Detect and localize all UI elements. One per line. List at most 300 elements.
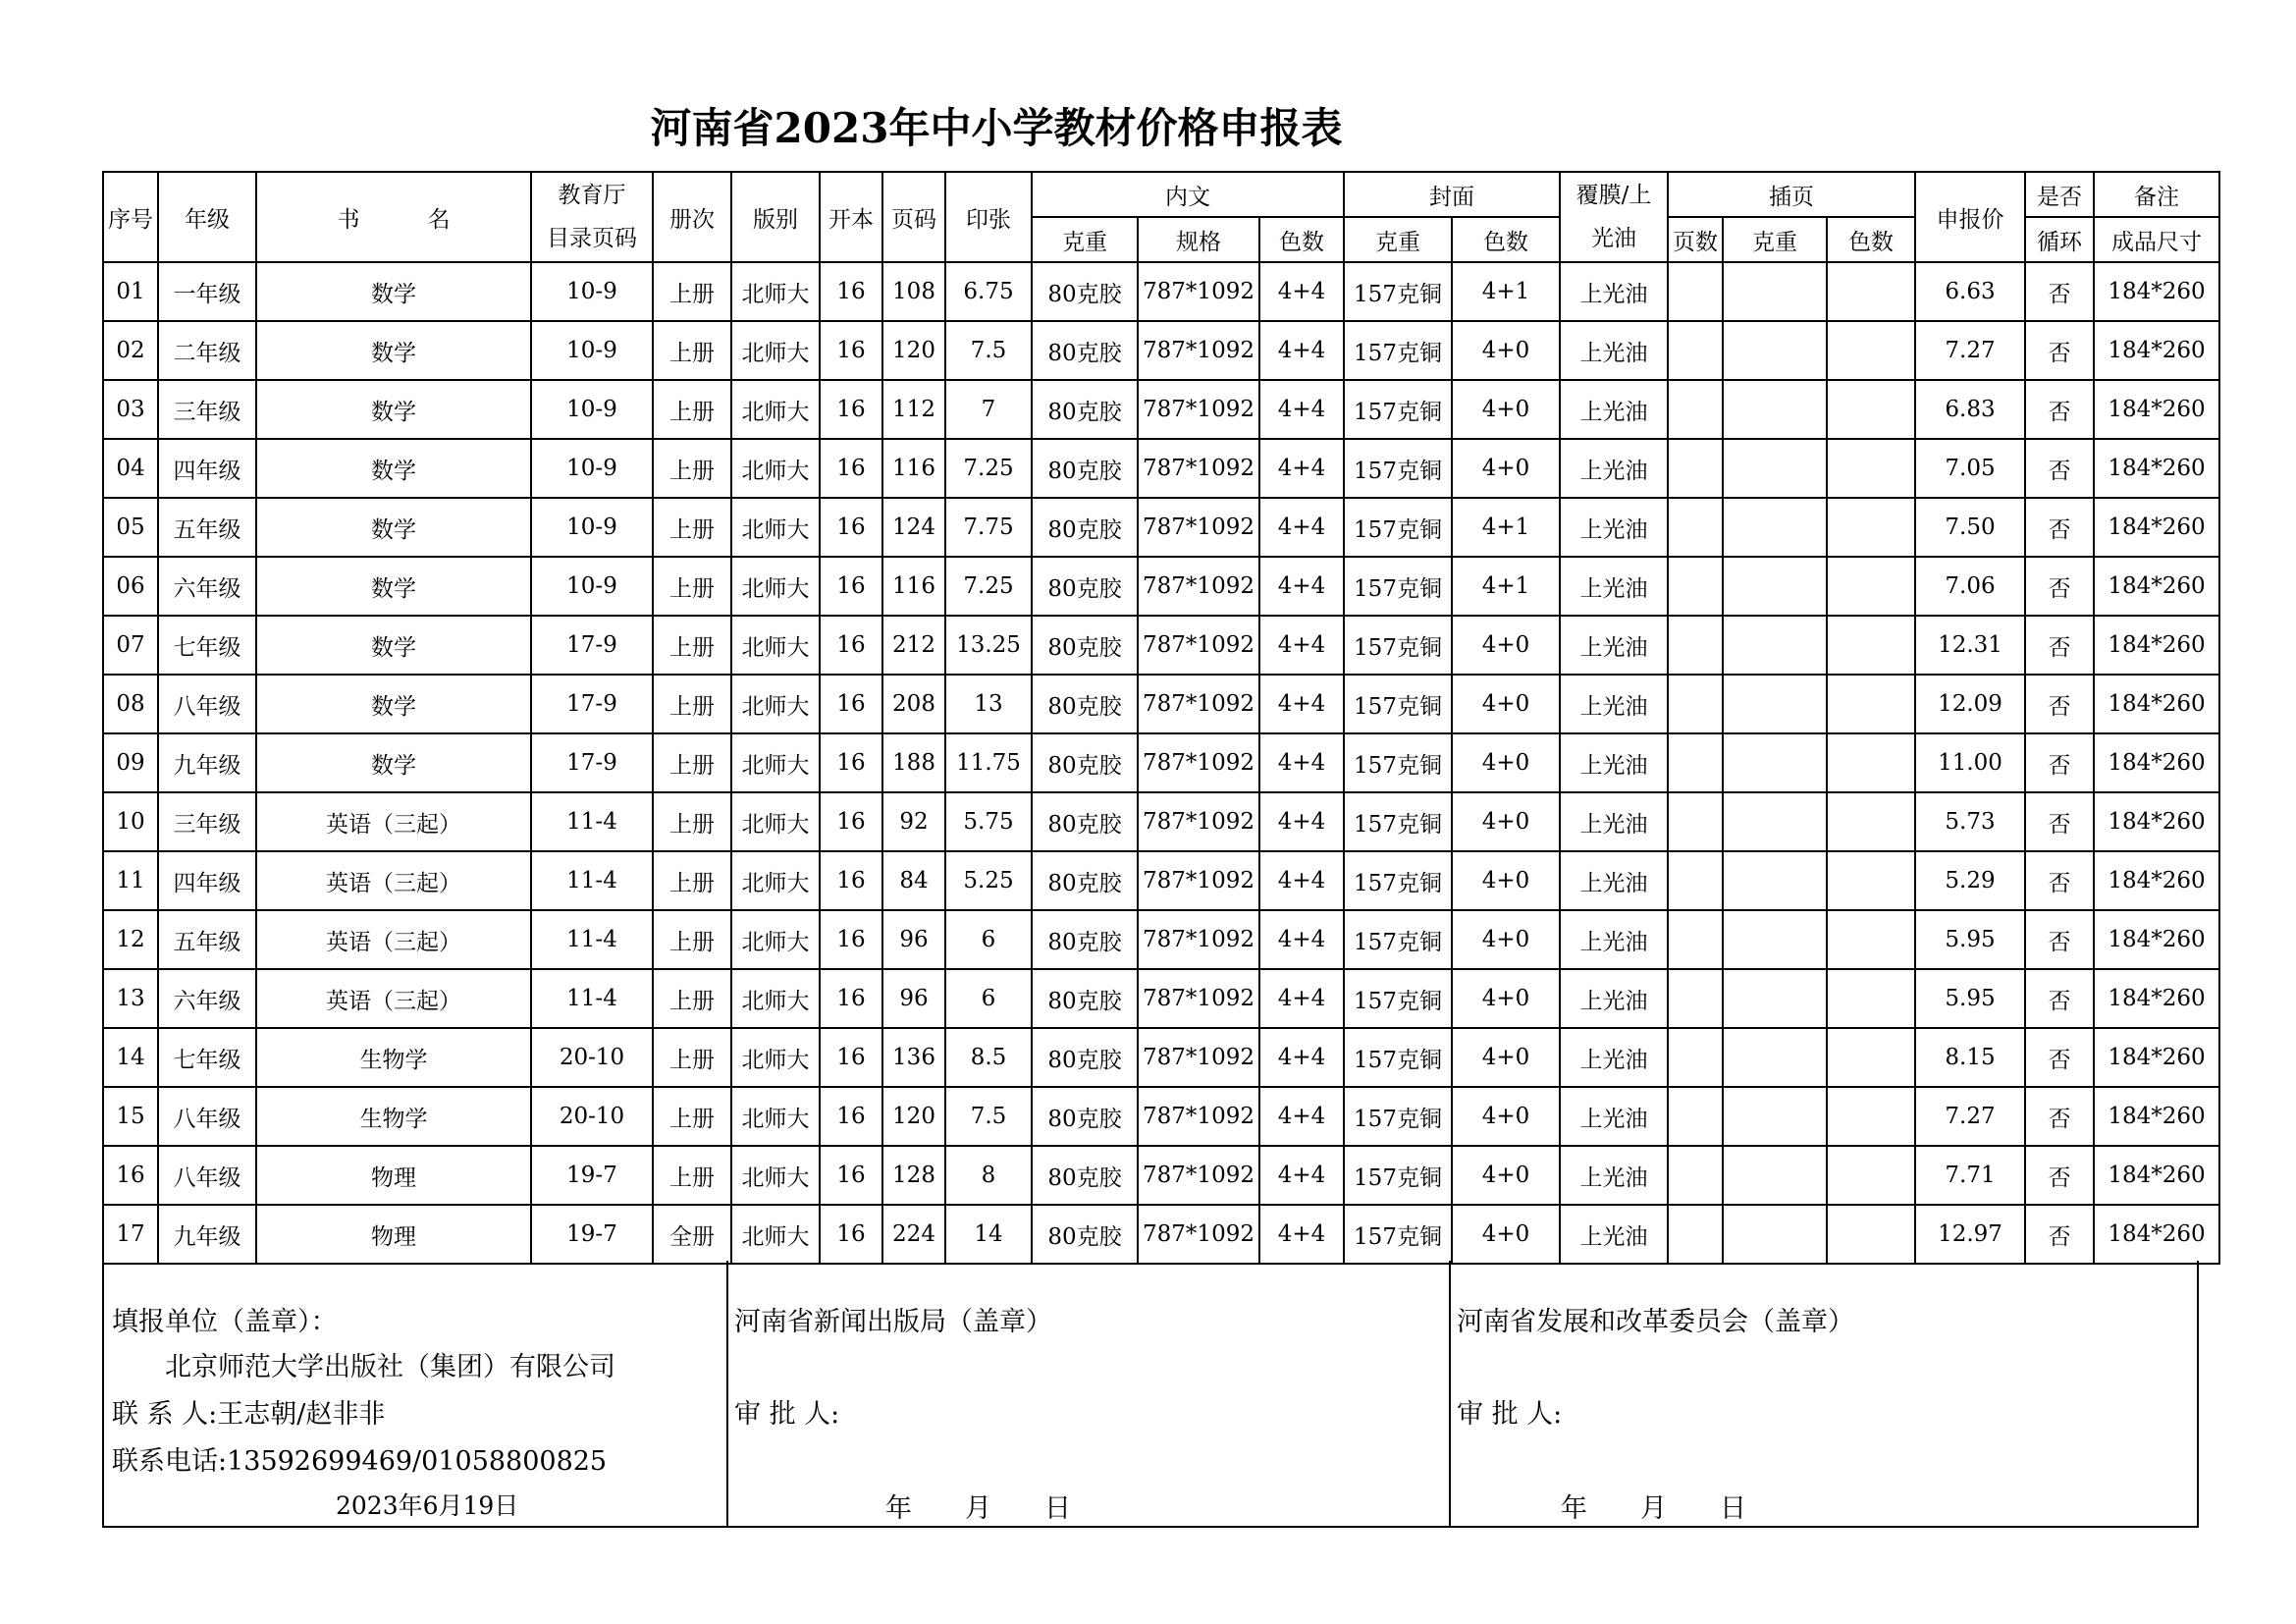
cell-format: 16: [820, 851, 882, 910]
cell-price: 7.71: [1915, 1146, 2025, 1205]
cell-cover-color: 4+0: [1452, 1028, 1560, 1087]
cell-insert-color: [1827, 498, 1915, 557]
cell-insert-pages: [1668, 969, 1723, 1028]
header-catalog-line2: 目录页码: [547, 226, 637, 251]
cell-cover-weight: 157克铜: [1344, 1205, 1452, 1264]
cell-insert-weight: [1723, 969, 1827, 1028]
cell-inner-weight: 80克胶: [1032, 910, 1138, 969]
cell-insert-weight: [1723, 616, 1827, 675]
cell-size: 184*260: [2094, 616, 2219, 675]
footer-development-commission: [1451, 1261, 2199, 1526]
cell-seq: 04: [103, 439, 158, 498]
cell-book-name: 数学: [256, 380, 531, 439]
cell-cover-weight: 157克铜: [1344, 675, 1452, 733]
cell-seq: 06: [103, 557, 158, 616]
cell-book-name: 英语（三起）: [256, 969, 531, 1028]
cell-catalog: 10-9: [531, 557, 653, 616]
cell-cover-color: 4+0: [1452, 439, 1560, 498]
press-bureau-date: 年 月 日: [885, 1493, 1071, 1524]
cell-cover-weight: 157克铜: [1344, 1087, 1452, 1146]
header-grade: 年级: [158, 172, 256, 262]
cell-edition: 北师大: [731, 380, 820, 439]
cell-sheets: 6: [945, 969, 1032, 1028]
cell-edition: 北师大: [731, 439, 820, 498]
cell-book-name: 数学: [256, 675, 531, 733]
cell-edition: 北师大: [731, 321, 820, 380]
cell-pages: 96: [882, 969, 945, 1028]
cell-cycle: 否: [2025, 557, 2094, 616]
commission-approver: 审 批 人:: [1457, 1399, 1563, 1430]
cell-inner-spec: 787*1092: [1138, 616, 1259, 675]
cell-cycle: 否: [2025, 1028, 2094, 1087]
header-volume: 册次: [653, 172, 731, 262]
cell-pages: 116: [882, 439, 945, 498]
cell-inner-weight: 80克胶: [1032, 1146, 1138, 1205]
cell-price: 12.31: [1915, 616, 2025, 675]
cell-inner-spec: 787*1092: [1138, 321, 1259, 380]
submitter-date: 2023年6月19日: [336, 1491, 519, 1520]
cell-sheets: 8: [945, 1146, 1032, 1205]
cell-cycle: 否: [2025, 498, 2094, 557]
cell-price: 5.95: [1915, 969, 2025, 1028]
cell-lamination: 上光油: [1560, 557, 1668, 616]
cell-size: 184*260: [2094, 910, 2219, 969]
header-size: 成品尺寸: [2094, 217, 2219, 262]
cell-cycle: 否: [2025, 1087, 2094, 1146]
cell-inner-weight: 80克胶: [1032, 321, 1138, 380]
cell-edition: 北师大: [731, 498, 820, 557]
cell-price: 5.29: [1915, 851, 2025, 910]
cell-book-name: 英语（三起）: [256, 792, 531, 851]
cell-volume: 全册: [653, 1205, 731, 1264]
cell-cycle: 否: [2025, 380, 2094, 439]
header-cycle-line2: 循环: [2025, 217, 2094, 262]
cell-inner-color: 4+4: [1259, 498, 1344, 557]
cell-cover-color: 4+1: [1452, 498, 1560, 557]
cell-cover-color: 4+0: [1452, 380, 1560, 439]
cell-volume: 上册: [653, 557, 731, 616]
cell-size: 184*260: [2094, 675, 2219, 733]
cell-inner-spec: 787*1092: [1138, 969, 1259, 1028]
header-insert: 插页: [1668, 172, 1915, 217]
cell-seq: 10: [103, 792, 158, 851]
cell-insert-weight: [1723, 1087, 1827, 1146]
cell-price: 7.27: [1915, 321, 2025, 380]
cell-grade: 八年级: [158, 1087, 256, 1146]
cell-grade: 八年级: [158, 1146, 256, 1205]
cell-catalog: 17-9: [531, 675, 653, 733]
cell-insert-color: [1827, 616, 1915, 675]
cell-catalog: 11-4: [531, 910, 653, 969]
cell-book-name: 生物学: [256, 1028, 531, 1087]
cell-inner-color: 4+4: [1259, 675, 1344, 733]
header-inner-color: 色数: [1259, 217, 1344, 262]
cell-edition: 北师大: [731, 1205, 820, 1264]
cell-cover-weight: 157克铜: [1344, 557, 1452, 616]
cell-volume: 上册: [653, 675, 731, 733]
cell-insert-pages: [1668, 792, 1723, 851]
cell-catalog: 17-9: [531, 616, 653, 675]
cell-size: 184*260: [2094, 1087, 2219, 1146]
cell-format: 16: [820, 1028, 882, 1087]
cell-catalog: 10-9: [531, 262, 653, 321]
header-inner: 内文: [1032, 172, 1344, 217]
cell-book-name: 数学: [256, 439, 531, 498]
cell-pages: 128: [882, 1146, 945, 1205]
cell-catalog: 10-9: [531, 380, 653, 439]
cell-inner-spec: 787*1092: [1138, 1146, 1259, 1205]
cell-format: 16: [820, 792, 882, 851]
cell-cover-weight: 157克铜: [1344, 498, 1452, 557]
cell-seq: 08: [103, 675, 158, 733]
header-insert-color: 色数: [1827, 217, 1915, 262]
cell-grade: 六年级: [158, 557, 256, 616]
submitter-unit-name: 北京师范大学出版社（集团）有限公司: [165, 1352, 615, 1382]
cell-insert-color: [1827, 557, 1915, 616]
cell-grade: 一年级: [158, 262, 256, 321]
cell-insert-weight: [1723, 557, 1827, 616]
cell-inner-weight: 80克胶: [1032, 616, 1138, 675]
cell-price: 6.63: [1915, 262, 2025, 321]
cell-cover-weight: 157克铜: [1344, 616, 1452, 675]
cell-lamination: 上光油: [1560, 1087, 1668, 1146]
table-row: [103, 675, 2219, 733]
cell-book-name: 英语（三起）: [256, 910, 531, 969]
cell-size: 184*260: [2094, 851, 2219, 910]
table-row: [103, 851, 2219, 910]
page-title: 河南省2023年中小学教材价格申报表: [650, 104, 1343, 152]
cell-inner-weight: 80克胶: [1032, 380, 1138, 439]
cell-cover-color: 4+0: [1452, 1205, 1560, 1264]
cell-lamination: 上光油: [1560, 321, 1668, 380]
cell-cover-weight: 157克铜: [1344, 262, 1452, 321]
header-insert-pages: 页数: [1668, 217, 1723, 262]
cell-format: 16: [820, 380, 882, 439]
cell-insert-color: [1827, 380, 1915, 439]
cell-sheets: 6: [945, 910, 1032, 969]
cell-format: 16: [820, 1087, 882, 1146]
cell-cover-weight: 157克铜: [1344, 851, 1452, 910]
cell-insert-color: [1827, 1205, 1915, 1264]
cell-inner-spec: 787*1092: [1138, 262, 1259, 321]
cell-cover-color: 4+0: [1452, 910, 1560, 969]
cell-insert-weight: [1723, 733, 1827, 792]
cell-edition: 北师大: [731, 1146, 820, 1205]
cell-seq: 07: [103, 616, 158, 675]
cell-pages: 212: [882, 616, 945, 675]
cell-size: 184*260: [2094, 380, 2219, 439]
cell-volume: 上册: [653, 262, 731, 321]
cell-sheets: 7.75: [945, 498, 1032, 557]
cell-grade: 四年级: [158, 439, 256, 498]
cell-inner-spec: 787*1092: [1138, 675, 1259, 733]
cell-price: 7.06: [1915, 557, 2025, 616]
cell-insert-pages: [1668, 1087, 1723, 1146]
cell-format: 16: [820, 616, 882, 675]
table-row: [103, 1028, 2219, 1087]
cell-book-name: 数学: [256, 733, 531, 792]
cell-insert-weight: [1723, 262, 1827, 321]
cell-size: 184*260: [2094, 733, 2219, 792]
cell-inner-weight: 80克胶: [1032, 1205, 1138, 1264]
cell-seq: 12: [103, 910, 158, 969]
cell-pages: 116: [882, 557, 945, 616]
cell-insert-weight: [1723, 792, 1827, 851]
cell-edition: 北师大: [731, 733, 820, 792]
table-row: [103, 321, 2219, 380]
cell-sheets: 11.75: [945, 733, 1032, 792]
cell-lamination: 上光油: [1560, 262, 1668, 321]
press-bureau-org: 河南省新闻出版局（盖章）: [734, 1307, 1052, 1337]
cell-inner-spec: 787*1092: [1138, 557, 1259, 616]
table-row: [103, 733, 2219, 792]
cell-volume: 上册: [653, 851, 731, 910]
cell-cover-color: 4+1: [1452, 262, 1560, 321]
cell-insert-pages: [1668, 1028, 1723, 1087]
cell-cover-weight: 157克铜: [1344, 733, 1452, 792]
cell-lamination: 上光油: [1560, 733, 1668, 792]
cell-lamination: 上光油: [1560, 675, 1668, 733]
cell-sheets: 14: [945, 1205, 1032, 1264]
cell-insert-weight: [1723, 1028, 1827, 1087]
header-format: 开本: [820, 172, 882, 262]
cell-cover-weight: 157克铜: [1344, 380, 1452, 439]
cell-insert-weight: [1723, 439, 1827, 498]
cell-insert-pages: [1668, 733, 1723, 792]
cell-cycle: 否: [2025, 792, 2094, 851]
cell-cover-weight: 157克铜: [1344, 1028, 1452, 1087]
cell-inner-weight: 80克胶: [1032, 1028, 1138, 1087]
cell-cover-color: 4+0: [1452, 321, 1560, 380]
cell-grade: 三年级: [158, 792, 256, 851]
cell-catalog: 10-9: [531, 321, 653, 380]
cell-seq: 15: [103, 1087, 158, 1146]
cell-insert-weight: [1723, 675, 1827, 733]
cell-price: 11.00: [1915, 733, 2025, 792]
cell-edition: 北师大: [731, 1087, 820, 1146]
cell-sheets: 8.5: [945, 1028, 1032, 1087]
cell-book-name: 数学: [256, 616, 531, 675]
cell-volume: 上册: [653, 910, 731, 969]
cell-inner-weight: 80克胶: [1032, 1087, 1138, 1146]
cell-insert-color: [1827, 851, 1915, 910]
cell-inner-spec: 787*1092: [1138, 380, 1259, 439]
cell-cover-color: 4+0: [1452, 851, 1560, 910]
cell-volume: 上册: [653, 321, 731, 380]
cell-inner-weight: 80克胶: [1032, 851, 1138, 910]
cell-book-name: 英语（三起）: [256, 851, 531, 910]
cell-catalog: 19-7: [531, 1205, 653, 1264]
table-row: [103, 616, 2219, 675]
cell-cover-weight: 157克铜: [1344, 439, 1452, 498]
cell-inner-color: 4+4: [1259, 792, 1344, 851]
cell-inner-color: 4+4: [1259, 1205, 1344, 1264]
table-row: [103, 380, 2219, 439]
header-inner-spec: 规格: [1138, 217, 1259, 262]
cell-insert-weight: [1723, 851, 1827, 910]
cell-volume: 上册: [653, 792, 731, 851]
cell-seq: 17: [103, 1205, 158, 1264]
cell-format: 16: [820, 262, 882, 321]
cell-seq: 14: [103, 1028, 158, 1087]
cell-pages: 92: [882, 792, 945, 851]
header-lamination: [1560, 172, 1668, 262]
table-row: [103, 498, 2219, 557]
cell-catalog: 19-7: [531, 1146, 653, 1205]
header-lamination-line2: 光油: [1591, 226, 1636, 251]
cell-size: 184*260: [2094, 439, 2219, 498]
cell-insert-weight: [1723, 321, 1827, 380]
cell-size: 184*260: [2094, 557, 2219, 616]
cell-seq: 16: [103, 1146, 158, 1205]
header-catalog: [531, 172, 653, 262]
cell-book-name: 数学: [256, 498, 531, 557]
cell-inner-weight: 80克胶: [1032, 733, 1138, 792]
cell-insert-color: [1827, 792, 1915, 851]
cell-price: 7.50: [1915, 498, 2025, 557]
table-row: [103, 910, 2219, 969]
cell-inner-spec: 787*1092: [1138, 1205, 1259, 1264]
cell-volume: 上册: [653, 733, 731, 792]
cell-pages: 108: [882, 262, 945, 321]
header-insert-weight: 克重: [1723, 217, 1827, 262]
cell-inner-color: 4+4: [1259, 910, 1344, 969]
cell-seq: 03: [103, 380, 158, 439]
cell-volume: 上册: [653, 1146, 731, 1205]
cell-insert-color: [1827, 321, 1915, 380]
cell-lamination: 上光油: [1560, 616, 1668, 675]
submitter-contact: 联 系 人:王志朝/赵非非: [112, 1399, 386, 1430]
cell-catalog: 20-10: [531, 1028, 653, 1087]
cell-inner-color: 4+4: [1259, 439, 1344, 498]
cell-lamination: 上光油: [1560, 439, 1668, 498]
cell-inner-color: 4+4: [1259, 380, 1344, 439]
cell-inner-spec: 787*1092: [1138, 1087, 1259, 1146]
cell-cycle: 否: [2025, 910, 2094, 969]
cell-pages: 136: [882, 1028, 945, 1087]
cell-sheets: 13.25: [945, 616, 1032, 675]
cell-cover-weight: 157克铜: [1344, 1146, 1452, 1205]
cell-grade: 五年级: [158, 910, 256, 969]
cell-cover-color: 4+0: [1452, 733, 1560, 792]
cell-cycle: 否: [2025, 969, 2094, 1028]
cell-format: 16: [820, 321, 882, 380]
cell-grade: 三年级: [158, 380, 256, 439]
header-seq: 序号: [103, 172, 158, 262]
cell-sheets: 5.25: [945, 851, 1032, 910]
header-cycle-line1: 是否: [2025, 172, 2094, 217]
cell-price: 12.09: [1915, 675, 2025, 733]
cell-cycle: 否: [2025, 321, 2094, 380]
cell-inner-spec: 787*1092: [1138, 851, 1259, 910]
cell-insert-color: [1827, 675, 1915, 733]
cell-price: 7.05: [1915, 439, 2025, 498]
cell-insert-weight: [1723, 498, 1827, 557]
cell-cycle: 否: [2025, 1146, 2094, 1205]
cell-insert-color: [1827, 969, 1915, 1028]
cell-size: 184*260: [2094, 1028, 2219, 1087]
cell-insert-pages: [1668, 1205, 1723, 1264]
cell-lamination: 上光油: [1560, 380, 1668, 439]
cell-insert-pages: [1668, 616, 1723, 675]
header-book-name: 书 名: [256, 172, 531, 262]
cell-cycle: 否: [2025, 851, 2094, 910]
cell-insert-weight: [1723, 380, 1827, 439]
cell-insert-pages: [1668, 498, 1723, 557]
cell-catalog: 10-9: [531, 439, 653, 498]
cell-size: 184*260: [2094, 498, 2219, 557]
cell-lamination: 上光油: [1560, 498, 1668, 557]
cell-volume: 上册: [653, 1028, 731, 1087]
commission-org: 河南省发展和改革委员会（盖章）: [1457, 1307, 1854, 1337]
cell-grade: 五年级: [158, 498, 256, 557]
cell-grade: 六年级: [158, 969, 256, 1028]
cell-pages: 120: [882, 1087, 945, 1146]
cell-inner-spec: 787*1092: [1138, 910, 1259, 969]
press-bureau-approver: 审 批 人:: [734, 1399, 840, 1430]
cell-size: 184*260: [2094, 1146, 2219, 1205]
header-lamination-line1: 覆膜/上: [1575, 183, 1652, 208]
cell-inner-weight: 80克胶: [1032, 675, 1138, 733]
cell-price: 8.15: [1915, 1028, 2025, 1087]
cell-price: 5.73: [1915, 792, 2025, 851]
cell-edition: 北师大: [731, 792, 820, 851]
header-pages: 页码: [882, 172, 945, 262]
cell-inner-spec: 787*1092: [1138, 439, 1259, 498]
table-row: [103, 792, 2219, 851]
cell-lamination: 上光油: [1560, 851, 1668, 910]
cell-book-name: 数学: [256, 262, 531, 321]
cell-cycle: 否: [2025, 616, 2094, 675]
cell-volume: 上册: [653, 1087, 731, 1146]
cell-format: 16: [820, 910, 882, 969]
cell-lamination: 上光油: [1560, 792, 1668, 851]
cell-insert-weight: [1723, 1205, 1827, 1264]
cell-inner-weight: 80克胶: [1032, 439, 1138, 498]
cell-inner-spec: 787*1092: [1138, 1028, 1259, 1087]
cell-size: 184*260: [2094, 1205, 2219, 1264]
cell-cover-color: 4+0: [1452, 675, 1560, 733]
cell-cover-color: 4+0: [1452, 1087, 1560, 1146]
cell-grade: 二年级: [158, 321, 256, 380]
cell-cover-weight: 157克铜: [1344, 792, 1452, 851]
cell-insert-weight: [1723, 910, 1827, 969]
footer-submitter: [104, 1261, 728, 1526]
footer-press-bureau: [728, 1261, 1451, 1526]
cell-insert-pages: [1668, 380, 1723, 439]
cell-pages: 124: [882, 498, 945, 557]
cell-book-name: 生物学: [256, 1087, 531, 1146]
cell-format: 16: [820, 969, 882, 1028]
cell-insert-weight: [1723, 1146, 1827, 1205]
header-catalog-line1: 教育厅: [558, 183, 626, 208]
cell-insert-color: [1827, 1028, 1915, 1087]
cell-insert-pages: [1668, 910, 1723, 969]
cell-sheets: 6.75: [945, 262, 1032, 321]
cell-volume: 上册: [653, 439, 731, 498]
cell-cycle: 否: [2025, 262, 2094, 321]
cell-sheets: 7: [945, 380, 1032, 439]
cell-seq: 05: [103, 498, 158, 557]
cell-edition: 北师大: [731, 262, 820, 321]
cell-sheets: 5.75: [945, 792, 1032, 851]
cell-insert-color: [1827, 1146, 1915, 1205]
cell-lamination: 上光油: [1560, 969, 1668, 1028]
cell-sheets: 13: [945, 675, 1032, 733]
cell-insert-pages: [1668, 675, 1723, 733]
cell-lamination: 上光油: [1560, 910, 1668, 969]
cell-catalog: 20-10: [531, 1087, 653, 1146]
